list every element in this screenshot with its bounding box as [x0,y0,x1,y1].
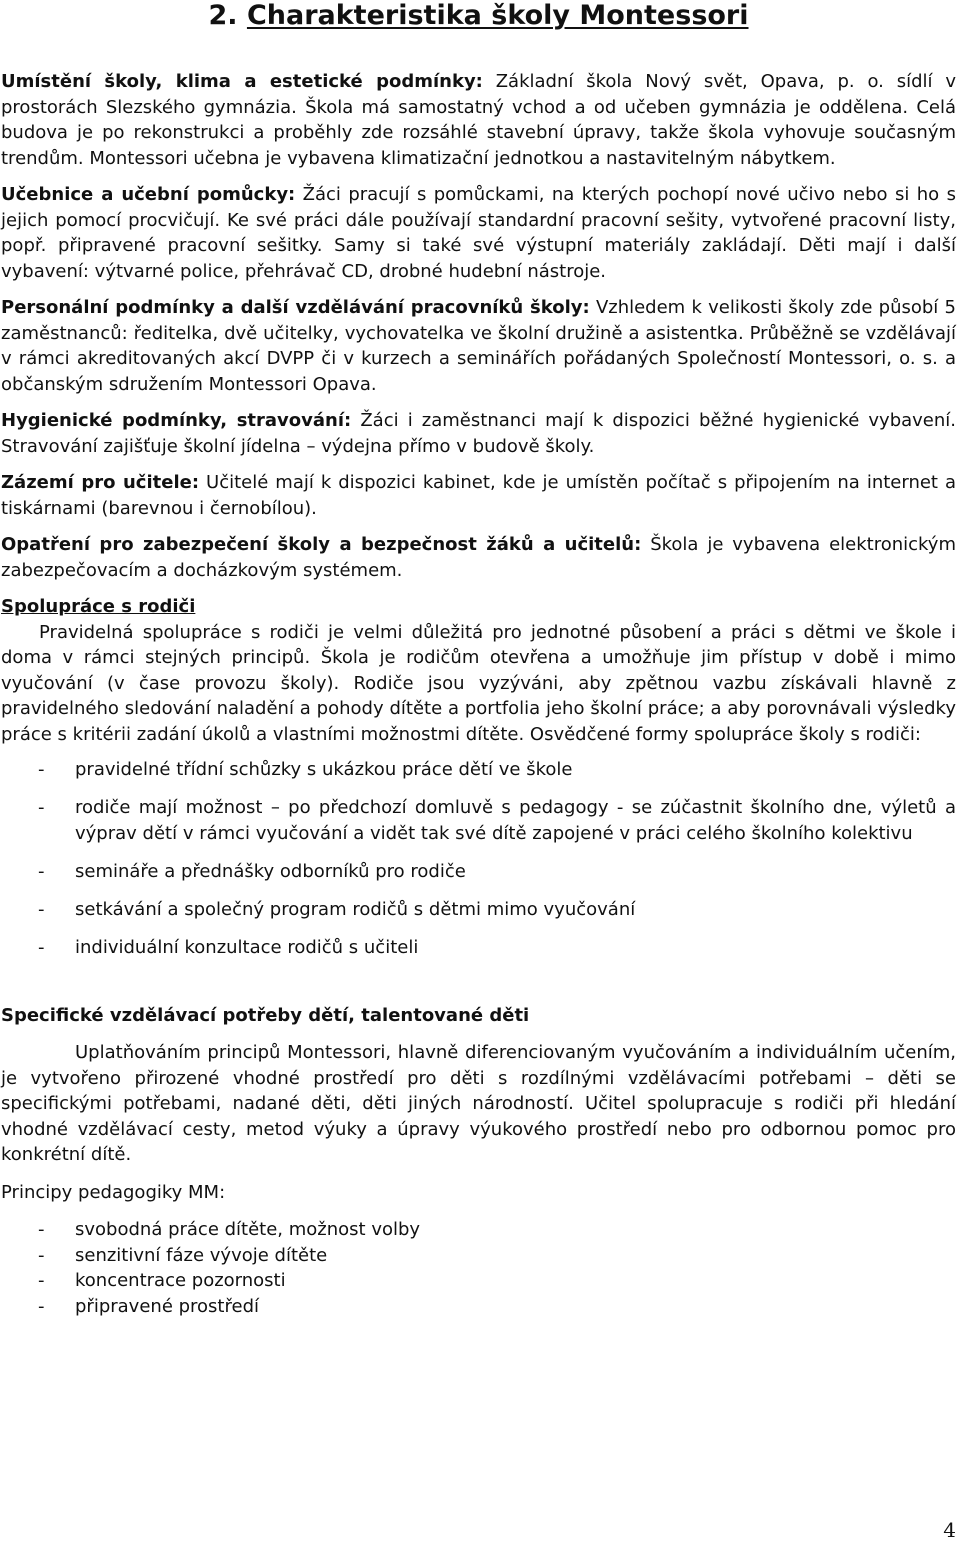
section-ucebnice [1,182,956,284]
section-label: Učebnice a učební pomůcky: [1,184,296,205]
section-label: Personální podmínky a další vzdělávání pracovníků školy: [1,297,590,318]
list-item: - pravidelné třídní schůzky s ukázkou práce dětí ve škole [1,757,956,783]
list-marker: - [38,1270,45,1291]
list-marker: - [38,797,45,818]
section-umisteni [1,69,956,171]
principy-list [1,1217,956,1319]
list-marker: - [38,1244,45,1266]
section-text: Škola je vybavena elektronickým zabezpečovacím a docházkovým systémem. [1,534,956,581]
section-label: Opatření pro zabezpečení školy a bezpečnost žáků a učitelů: [1,534,642,555]
section-text: Vzhledem k velikosti školy zde působí 5 zaměstnanců: ředitelka, dvě učitelky, vychovatelka ve školní družině a asistentka. Průběžně se vzdělávají v rámci akreditovaných akcí DVPP či v kurzech a seminářích pořádaných Společností Montessori, o. s. a občanským sdružením Montessori Opava. [1,297,957,395]
list-marker: - [38,759,45,780]
list-item: - koncentrace pozornosti [1,1268,956,1294]
list-item: - rodiče mají možnost – po předchozí domluvě s pedagogy - se zúčastnit školního dne, výletů a výprav dětí v rámci vyučování a vidět tak své dítě zapojené v práci celého školního kolektivu [38,797,956,844]
section-text: Žáci i zaměstnanci mají k dispozici běžné hygienické vybavení. Stravování zajišťuje školní jídelna – výdejna přímo v budově školy. [1,410,957,457]
list-marker: - [38,936,45,958]
section-text: Žáci pracují s pomůckami, na kterých pochopí nové učivo nebo si ho s jejich pomocí procvičují. Ke své práci dále používají standardní pracovní sešity, vytvořené pracovní listy, popř. připravené pracovní sešitky. Samy si také své výstupní materiály zakládají. Děti mají i další vybavení: výtvarné police, přehrávač CD, drobné hudební nástroje. [1,184,956,282]
section-hygienicke [1,408,956,459]
list-item: - semináře a přednášky odborníků pro rodiče [1,859,956,885]
specificke-heading: Specifické vzdělávací potřeby dětí, talentované děti [1,1004,530,1026]
list-item: - setkávání a společný program rodičů s dětmi mimo vyučování [1,897,956,923]
title-text: Charakteristika školy Montessori [246,0,749,31]
section-text: Učitelé mají k dispozici kabinet, kde je umístěn počítač s připojením na internet a tiskárnami (barevnou i černobílou). [1,472,957,519]
spoluprace-list [1,757,956,960]
list-marker: - [38,860,45,882]
section-opatreni [1,532,956,583]
page-title [1,0,956,36]
list-marker: - [38,1295,45,1317]
list-item: - svobodná práce dítěte, možnost volby [1,1217,956,1243]
specificke-text: Uplatňováním principů Montessori, hlavně diferenciovaným vyučováním a individuálním učením, je vytvořeno přirozené vhodné prostředí pro děti s rozdílnými vzdělávacími potřebami – děti se specifickými potřebami, nadané děti, děti jiných národností. Učitel spolupracuje s rodiči při hledání vhodné vzdělávací cesty, metod výuky a úpravy výukového prostředí nebo pro odbornou pomoc pro konkrétní dítě. [1,1042,956,1165]
page-number: 4 [943,1518,956,1542]
list-item: - individuální konzultace rodičů s učiteli [1,935,956,961]
section-personalni [1,295,956,397]
section-label: Hygienické podmínky, stravování: [1,410,352,431]
principy-heading: Principy pedagogiky MM: [1,1181,226,1203]
list-marker: - [38,1219,45,1240]
section-label: Umístění školy, klima a estetické podmínky: [1,71,483,92]
section-zazemi [1,470,956,521]
spoluprace-text: Pravidelná spolupráce s rodiči je velmi důležitá pro jednotné působení a práci s dětmi ve škole i doma v rámci stejných principů. Škola je rodičům otevřena a umožňuje jim přístup v době i mimo vyučování (v čase provozu školy). Rodiče jsou vyzýváni, aby zpětnou vazbu získávali hlavně z pravidelného sledování naladění a pohody dítěte a portfolia jeho školní práce; a aby porovnávali výsledky práce s kritérii zadání úkolů a vlastními možnostmi dítěte. Osvědčené formy spolupráce školy s rodiči: [1,621,956,745]
list-item: - senzitivní fáze vývoje dítěte [1,1243,956,1269]
list-item: - připravené prostředí [1,1294,956,1320]
section-text: Základní škola Nový svět, Opava, p. o. sídlí v prostorách Slezského gymnázia. Škola má samostatný vchod a od učeben gymnázia je oddělena. Celá budova je po rekonstrukci a proběhly zde rozsáhlé stavební úpravy, takže škola vyhovuje současným trendům. Montessori učebna je vybavena klimatizační jednotkou a nastavitelným nábytkem. [1,71,956,169]
title-number: 2. [208,0,238,31]
list-marker: - [38,898,45,920]
section-label: Zázemí pro učitele: [1,472,200,493]
spoluprace-heading: Spolupráce s rodiči [1,596,196,617]
